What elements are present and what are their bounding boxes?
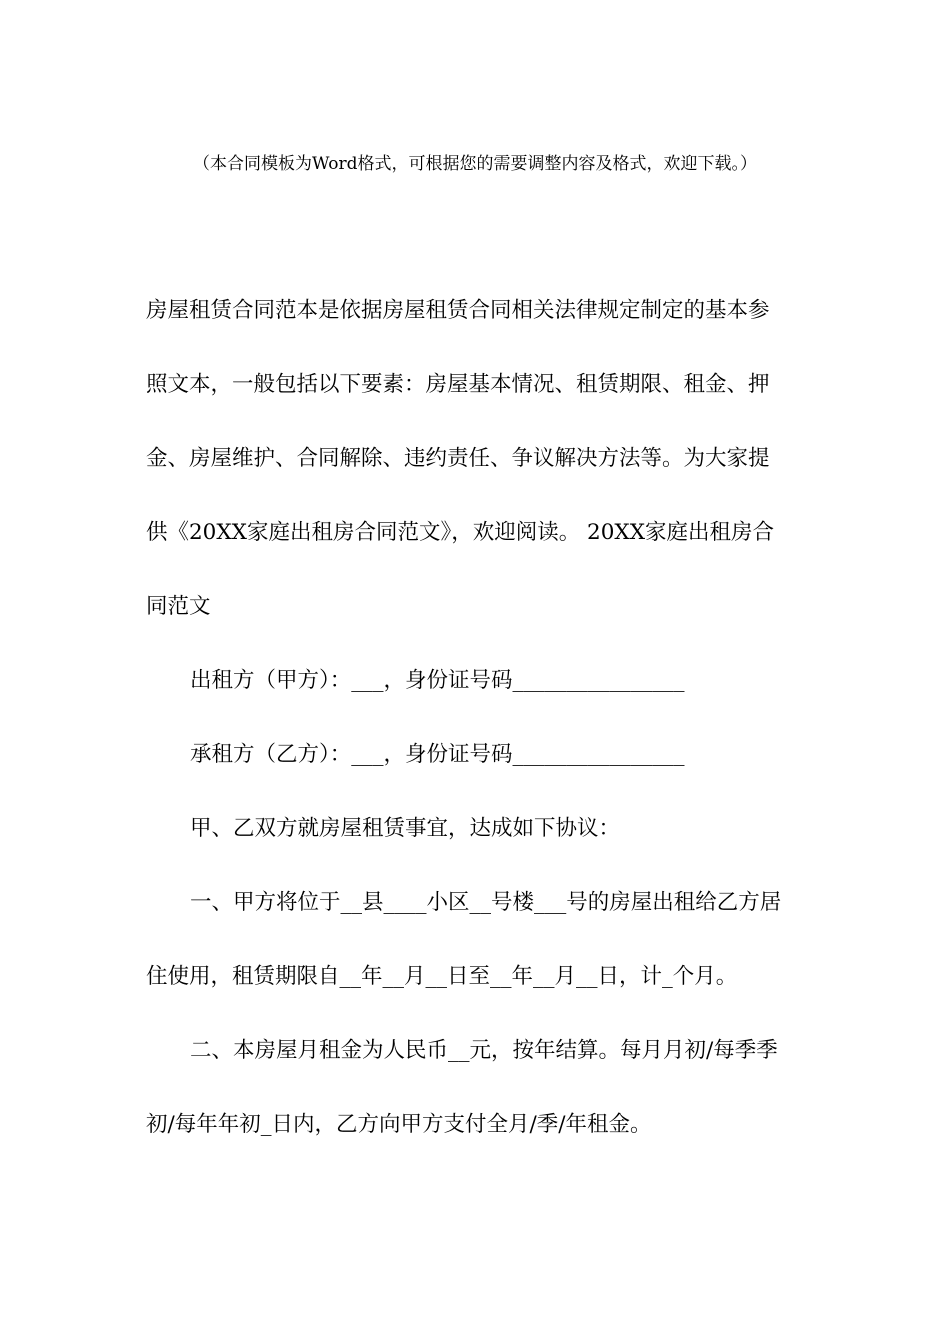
contract-body (146, 274, 806, 1162)
intro-line: 金、房屋维护、合同解除、违约责任、争议解决方法等。为大家提 (146, 446, 770, 471)
clause-1-line-1: 一、甲方将位于__县____小区__号楼___号的房屋出租给乙方居 (190, 890, 782, 915)
lessee-line: 承租方（乙方）：___，身份证号码________________ (190, 742, 685, 767)
template-notice: （本合同模板为Word格式，可根据您的需要调整内容及格式，欢迎下载。） (192, 154, 758, 174)
clause-1-line-2: 住使用，租赁期限自__年__月__日至__年__月__日，计_个月。 (146, 964, 738, 989)
agreement-line: 甲、乙双方就房屋租赁事宜，达成如下协议： (190, 816, 621, 841)
intro-line: 照文本，一般包括以下要素：房屋基本情况、租赁期限、租金、押 (146, 372, 770, 397)
clause-2-line-2: 初/每年年初_日内，乙方向甲方支付全月/季/年租金。 (146, 1112, 652, 1137)
intro-line: 同范文 (146, 594, 211, 619)
lessor-line: 出租方（甲方）：___，身份证号码________________ (190, 668, 685, 693)
clause-2-line-1: 二、本房屋月租金为人民币__元，按年结算。每月月初/每季季 (190, 1038, 778, 1063)
intro-line: 供《20XX家庭出租房合同范文》，欢迎阅读。 20XX家庭出租房合 (146, 520, 775, 545)
intro-line: 房屋租赁合同范本是依据房屋租赁合同相关法律规定制定的基本参 (146, 298, 770, 323)
